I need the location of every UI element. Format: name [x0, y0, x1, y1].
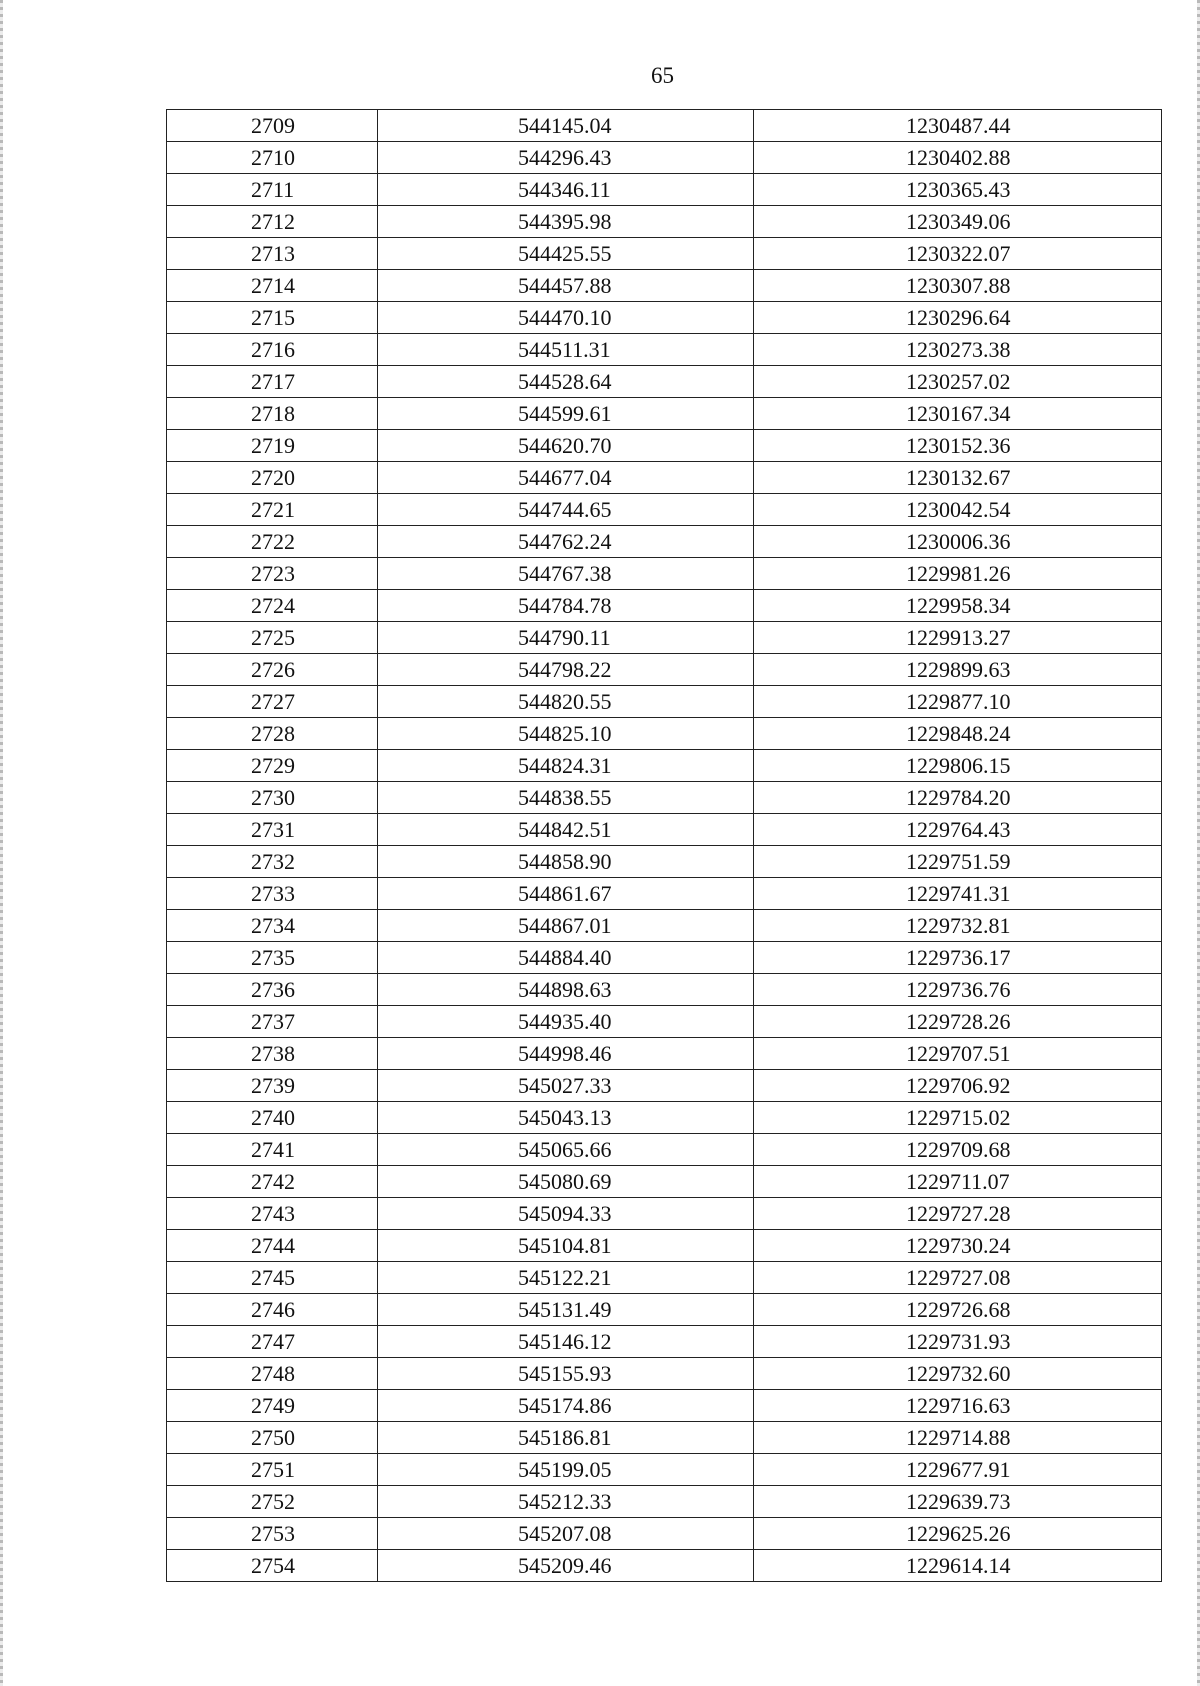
table-row [167, 206, 1162, 238]
y-coordinate-cell: 1230167.34 [754, 398, 1162, 430]
y-coordinate-cell: 1229913.27 [754, 622, 1162, 654]
table-row [167, 142, 1162, 174]
y-coordinate-cell: 1229877.10 [754, 686, 1162, 718]
x-coordinate-cell: 544884.40 [378, 942, 754, 974]
point-number-cell: 2714 [167, 270, 378, 302]
point-number-cell: 2747 [167, 1326, 378, 1358]
y-coordinate-cell: 1230152.36 [754, 430, 1162, 462]
x-coordinate-cell: 544767.38 [378, 558, 754, 590]
table-row [167, 1006, 1162, 1038]
point-number-cell: 2731 [167, 814, 378, 846]
y-coordinate-cell: 1229764.43 [754, 814, 1162, 846]
y-coordinate-cell: 1229958.34 [754, 590, 1162, 622]
x-coordinate-cell: 544528.64 [378, 366, 754, 398]
table-row [167, 1454, 1162, 1486]
y-coordinate-cell: 1229848.24 [754, 718, 1162, 750]
y-coordinate-cell: 1229709.68 [754, 1134, 1162, 1166]
x-coordinate-cell: 544798.22 [378, 654, 754, 686]
point-number-cell: 2740 [167, 1102, 378, 1134]
table-row [167, 430, 1162, 462]
table-row [167, 494, 1162, 526]
y-coordinate-cell: 1229731.93 [754, 1326, 1162, 1358]
x-coordinate-cell: 545104.81 [378, 1230, 754, 1262]
point-number-cell: 2753 [167, 1518, 378, 1550]
x-coordinate-cell: 544511.31 [378, 334, 754, 366]
table-row [167, 1134, 1162, 1166]
table-row [167, 302, 1162, 334]
x-coordinate-cell: 545212.33 [378, 1486, 754, 1518]
table-row [167, 1102, 1162, 1134]
y-coordinate-cell: 1229741.31 [754, 878, 1162, 910]
page-number: 65 [651, 63, 674, 88]
table-row [167, 974, 1162, 1006]
table-row [167, 686, 1162, 718]
point-number-cell: 2742 [167, 1166, 378, 1198]
y-coordinate-cell: 1229784.20 [754, 782, 1162, 814]
y-coordinate-cell: 1229728.26 [754, 1006, 1162, 1038]
point-number-cell: 2712 [167, 206, 378, 238]
y-coordinate-cell: 1230296.64 [754, 302, 1162, 334]
table-row [167, 366, 1162, 398]
y-coordinate-cell: 1230132.67 [754, 462, 1162, 494]
table-row [167, 238, 1162, 270]
point-number-cell: 2735 [167, 942, 378, 974]
x-coordinate-cell: 544838.55 [378, 782, 754, 814]
y-coordinate-cell: 1230257.02 [754, 366, 1162, 398]
table-row [167, 814, 1162, 846]
point-number-cell: 2739 [167, 1070, 378, 1102]
x-coordinate-cell: 544470.10 [378, 302, 754, 334]
table-row [167, 1070, 1162, 1102]
x-coordinate-cell: 544744.65 [378, 494, 754, 526]
point-number-cell: 2733 [167, 878, 378, 910]
y-coordinate-cell: 1229806.15 [754, 750, 1162, 782]
table-row [167, 334, 1162, 366]
x-coordinate-cell: 544677.04 [378, 462, 754, 494]
table-row [167, 270, 1162, 302]
x-coordinate-cell: 545186.81 [378, 1422, 754, 1454]
x-coordinate-cell: 545146.12 [378, 1326, 754, 1358]
y-coordinate-cell: 1230365.43 [754, 174, 1162, 206]
table-row [167, 398, 1162, 430]
point-number-cell: 2722 [167, 526, 378, 558]
y-coordinate-cell: 1229714.88 [754, 1422, 1162, 1454]
table-row [167, 622, 1162, 654]
x-coordinate-cell: 544824.31 [378, 750, 754, 782]
point-number-cell: 2741 [167, 1134, 378, 1166]
x-coordinate-cell: 544145.04 [378, 110, 754, 142]
y-coordinate-cell: 1230307.88 [754, 270, 1162, 302]
point-number-cell: 2717 [167, 366, 378, 398]
point-number-cell: 2726 [167, 654, 378, 686]
point-number-cell: 2744 [167, 1230, 378, 1262]
x-coordinate-cell: 545209.46 [378, 1550, 754, 1582]
x-coordinate-cell: 544457.88 [378, 270, 754, 302]
y-coordinate-cell: 1229716.63 [754, 1390, 1162, 1422]
table-row [167, 750, 1162, 782]
x-coordinate-cell: 544296.43 [378, 142, 754, 174]
point-number-cell: 2734 [167, 910, 378, 942]
y-coordinate-cell: 1229706.92 [754, 1070, 1162, 1102]
table-row [167, 558, 1162, 590]
y-coordinate-cell: 1230402.88 [754, 142, 1162, 174]
table-row [167, 654, 1162, 686]
table-row [167, 1198, 1162, 1230]
y-coordinate-cell: 1229732.81 [754, 910, 1162, 942]
coordinates-table [166, 109, 1162, 1582]
table-row [167, 718, 1162, 750]
point-number-cell: 2745 [167, 1262, 378, 1294]
point-number-cell: 2730 [167, 782, 378, 814]
x-coordinate-cell: 544820.55 [378, 686, 754, 718]
table-row [167, 1038, 1162, 1070]
x-coordinate-cell: 545207.08 [378, 1518, 754, 1550]
table-row [167, 1518, 1162, 1550]
y-coordinate-cell: 1229707.51 [754, 1038, 1162, 1070]
table-row [167, 590, 1162, 622]
x-coordinate-cell: 544620.70 [378, 430, 754, 462]
point-number-cell: 2749 [167, 1390, 378, 1422]
x-coordinate-cell: 545065.66 [378, 1134, 754, 1166]
x-coordinate-cell: 544784.78 [378, 590, 754, 622]
table-row [167, 1358, 1162, 1390]
point-number-cell: 2721 [167, 494, 378, 526]
point-number-cell: 2736 [167, 974, 378, 1006]
y-coordinate-cell: 1229639.73 [754, 1486, 1162, 1518]
x-coordinate-cell: 544935.40 [378, 1006, 754, 1038]
table-row [167, 910, 1162, 942]
y-coordinate-cell: 1229677.91 [754, 1454, 1162, 1486]
y-coordinate-cell: 1229751.59 [754, 846, 1162, 878]
x-coordinate-cell: 544898.63 [378, 974, 754, 1006]
y-coordinate-cell: 1230006.36 [754, 526, 1162, 558]
x-coordinate-cell: 544842.51 [378, 814, 754, 846]
x-coordinate-cell: 544395.98 [378, 206, 754, 238]
table-row [167, 1230, 1162, 1262]
point-number-cell: 2752 [167, 1486, 378, 1518]
y-coordinate-cell: 1230349.06 [754, 206, 1162, 238]
table-row [167, 1422, 1162, 1454]
point-number-cell: 2729 [167, 750, 378, 782]
x-coordinate-cell: 545094.33 [378, 1198, 754, 1230]
point-number-cell: 2718 [167, 398, 378, 430]
table-row [167, 942, 1162, 974]
x-coordinate-cell: 544825.10 [378, 718, 754, 750]
y-coordinate-cell: 1230322.07 [754, 238, 1162, 270]
point-number-cell: 2719 [167, 430, 378, 462]
table-row [167, 526, 1162, 558]
y-coordinate-cell: 1229727.08 [754, 1262, 1162, 1294]
x-coordinate-cell: 545199.05 [378, 1454, 754, 1486]
point-number-cell: 2710 [167, 142, 378, 174]
x-coordinate-cell: 544762.24 [378, 526, 754, 558]
point-number-cell: 2750 [167, 1422, 378, 1454]
y-coordinate-cell: 1229730.24 [754, 1230, 1162, 1262]
x-coordinate-cell: 545027.33 [378, 1070, 754, 1102]
point-number-cell: 2715 [167, 302, 378, 334]
table-row [167, 1326, 1162, 1358]
x-coordinate-cell: 544867.01 [378, 910, 754, 942]
x-coordinate-cell: 544599.61 [378, 398, 754, 430]
x-coordinate-cell: 545122.21 [378, 1262, 754, 1294]
table-row [167, 1166, 1162, 1198]
table-row [167, 1262, 1162, 1294]
table-row [167, 110, 1162, 142]
table-row [167, 1390, 1162, 1422]
table-row [167, 1550, 1162, 1582]
x-coordinate-cell: 544346.11 [378, 174, 754, 206]
scan-edge-left [0, 0, 3, 1686]
point-number-cell: 2751 [167, 1454, 378, 1486]
x-coordinate-cell: 544790.11 [378, 622, 754, 654]
x-coordinate-cell: 544998.46 [378, 1038, 754, 1070]
point-number-cell: 2732 [167, 846, 378, 878]
y-coordinate-cell: 1229715.02 [754, 1102, 1162, 1134]
table-row [167, 782, 1162, 814]
y-coordinate-cell: 1230273.38 [754, 334, 1162, 366]
y-coordinate-cell: 1229614.14 [754, 1550, 1162, 1582]
point-number-cell: 2754 [167, 1550, 378, 1582]
y-coordinate-cell: 1229711.07 [754, 1166, 1162, 1198]
table-row [167, 846, 1162, 878]
table-row [167, 462, 1162, 494]
y-coordinate-cell: 1229727.28 [754, 1198, 1162, 1230]
point-number-cell: 2724 [167, 590, 378, 622]
table-row [167, 1294, 1162, 1326]
x-coordinate-cell: 545080.69 [378, 1166, 754, 1198]
x-coordinate-cell: 544858.90 [378, 846, 754, 878]
table-row [167, 878, 1162, 910]
coordinates-table-body [167, 110, 1162, 1582]
table-row [167, 1486, 1162, 1518]
point-number-cell: 2720 [167, 462, 378, 494]
x-coordinate-cell: 544861.67 [378, 878, 754, 910]
x-coordinate-cell: 545131.49 [378, 1294, 754, 1326]
point-number-cell: 2746 [167, 1294, 378, 1326]
x-coordinate-cell: 544425.55 [378, 238, 754, 270]
point-number-cell: 2737 [167, 1006, 378, 1038]
y-coordinate-cell: 1229732.60 [754, 1358, 1162, 1390]
y-coordinate-cell: 1230042.54 [754, 494, 1162, 526]
x-coordinate-cell: 545155.93 [378, 1358, 754, 1390]
point-number-cell: 2725 [167, 622, 378, 654]
point-number-cell: 2727 [167, 686, 378, 718]
point-number-cell: 2748 [167, 1358, 378, 1390]
y-coordinate-cell: 1229736.17 [754, 942, 1162, 974]
y-coordinate-cell: 1229981.26 [754, 558, 1162, 590]
y-coordinate-cell: 1229625.26 [754, 1518, 1162, 1550]
x-coordinate-cell: 545043.13 [378, 1102, 754, 1134]
point-number-cell: 2723 [167, 558, 378, 590]
point-number-cell: 2709 [167, 110, 378, 142]
point-number-cell: 2728 [167, 718, 378, 750]
table-row [167, 174, 1162, 206]
x-coordinate-cell: 545174.86 [378, 1390, 754, 1422]
point-number-cell: 2716 [167, 334, 378, 366]
y-coordinate-cell: 1230487.44 [754, 110, 1162, 142]
y-coordinate-cell: 1229736.76 [754, 974, 1162, 1006]
point-number-cell: 2738 [167, 1038, 378, 1070]
point-number-cell: 2743 [167, 1198, 378, 1230]
y-coordinate-cell: 1229899.63 [754, 654, 1162, 686]
y-coordinate-cell: 1229726.68 [754, 1294, 1162, 1326]
point-number-cell: 2711 [167, 174, 378, 206]
point-number-cell: 2713 [167, 238, 378, 270]
